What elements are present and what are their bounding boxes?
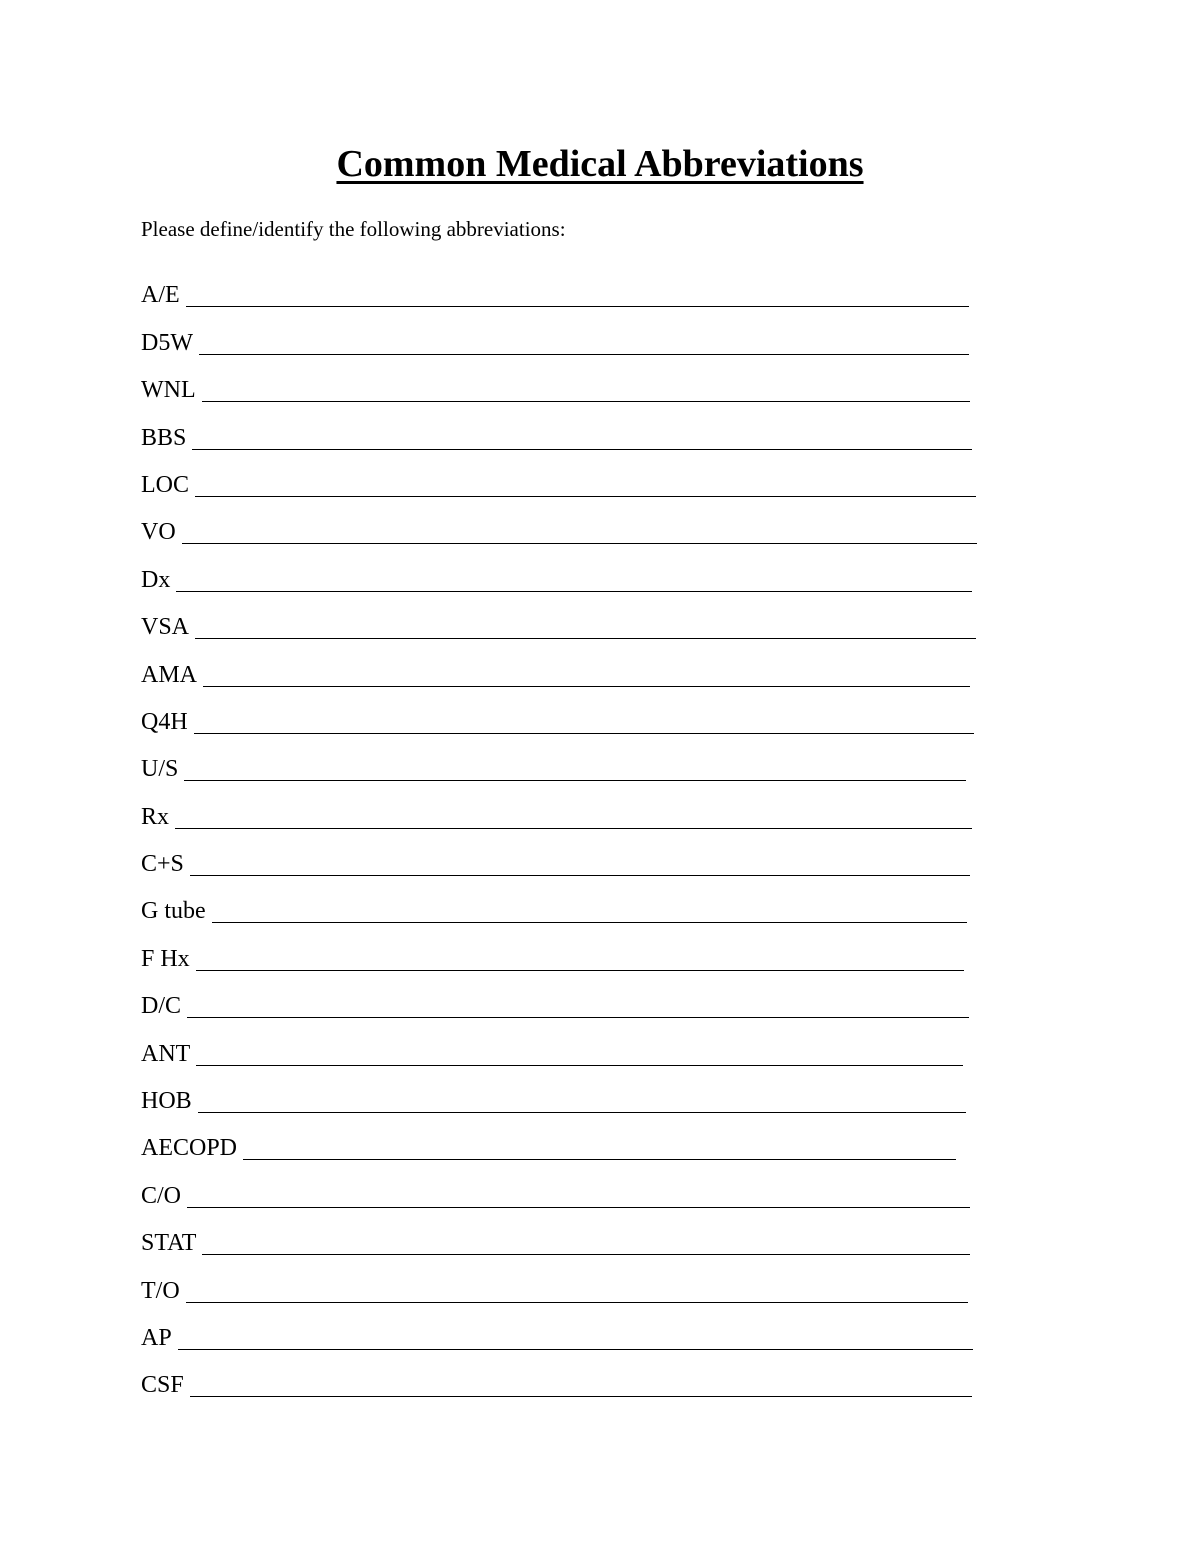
abbreviation-label: G tube [141, 898, 206, 925]
abbreviation-label: U/S [141, 756, 179, 783]
answer-line[interactable] [187, 1206, 970, 1208]
list-item [141, 884, 977, 931]
abbreviation-label: STAT [141, 1230, 197, 1257]
answer-line[interactable] [203, 685, 970, 687]
abbreviation-label: LOC [141, 471, 189, 498]
answer-line[interactable] [199, 353, 969, 355]
abbreviation-label: D5W [141, 329, 193, 356]
list-item [141, 1263, 977, 1310]
answer-line[interactable] [202, 1253, 970, 1255]
abbreviation-label: AMA [141, 661, 198, 688]
answer-line[interactable] [202, 400, 970, 402]
abbreviation-label: ANT [141, 1040, 191, 1067]
list-item [141, 410, 977, 457]
list-item [141, 458, 977, 505]
abbreviation-label: WNL [141, 377, 196, 404]
abbreviation-label: CSF [141, 1372, 184, 1399]
abbreviation-label: T/O [141, 1277, 180, 1304]
answer-line[interactable] [198, 1111, 966, 1113]
abbreviation-label: F Hx [141, 945, 190, 972]
list-item [141, 931, 977, 978]
answer-line[interactable] [196, 1064, 963, 1066]
answer-line[interactable] [195, 495, 976, 497]
list-item [141, 979, 977, 1026]
abbreviation-list [141, 268, 977, 1405]
abbreviation-label: A/E [141, 282, 180, 309]
abbreviation-label: VO [141, 519, 176, 546]
instructions-text: Please define/identify the following abbreviations: [141, 217, 566, 241]
answer-line[interactable] [194, 732, 974, 734]
abbreviation-label: AECOPD [141, 1135, 238, 1162]
abbreviation-label: Rx [141, 803, 170, 830]
list-item [141, 600, 977, 647]
abbreviation-label: AP [141, 1324, 172, 1351]
answer-line[interactable] [243, 1158, 956, 1160]
answer-line[interactable] [175, 827, 972, 829]
list-item [141, 647, 977, 694]
abbreviation-label: C+S [141, 851, 184, 878]
abbreviation-label: BBS [141, 424, 187, 451]
answer-line[interactable] [186, 1301, 968, 1303]
list-item [141, 1074, 977, 1121]
answer-line[interactable] [190, 1395, 972, 1397]
abbreviation-label: HOB [141, 1088, 192, 1115]
list-item [141, 552, 977, 599]
answer-line[interactable] [186, 305, 969, 307]
list-item [141, 1311, 977, 1358]
list-item [141, 1358, 977, 1405]
abbreviation-label: VSA [141, 614, 190, 641]
abbreviation-label: Dx [141, 566, 171, 593]
list-item [141, 742, 977, 789]
answer-line[interactable] [192, 448, 972, 450]
list-item [141, 1026, 977, 1073]
answer-line[interactable] [196, 969, 964, 971]
list-item [141, 1216, 977, 1263]
abbreviation-label: C/O [141, 1182, 182, 1209]
list-item [141, 268, 977, 315]
list-item [141, 837, 977, 884]
answer-line[interactable] [195, 637, 976, 639]
answer-line[interactable] [178, 1348, 973, 1350]
list-item [141, 363, 977, 410]
answer-line[interactable] [212, 921, 967, 923]
abbreviation-label: D/C [141, 993, 182, 1020]
answer-line[interactable] [187, 1016, 969, 1018]
list-item [141, 1168, 977, 1215]
list-item [141, 315, 977, 362]
page-title: Common Medical Abbreviations [336, 143, 864, 185]
answer-line[interactable] [190, 874, 970, 876]
answer-line[interactable] [182, 542, 977, 544]
answer-line[interactable] [184, 779, 966, 781]
answer-line[interactable] [176, 590, 972, 592]
list-item [141, 789, 977, 836]
list-item [141, 1121, 977, 1168]
list-item [141, 695, 977, 742]
abbreviation-label: Q4H [141, 708, 188, 735]
list-item [141, 505, 977, 552]
